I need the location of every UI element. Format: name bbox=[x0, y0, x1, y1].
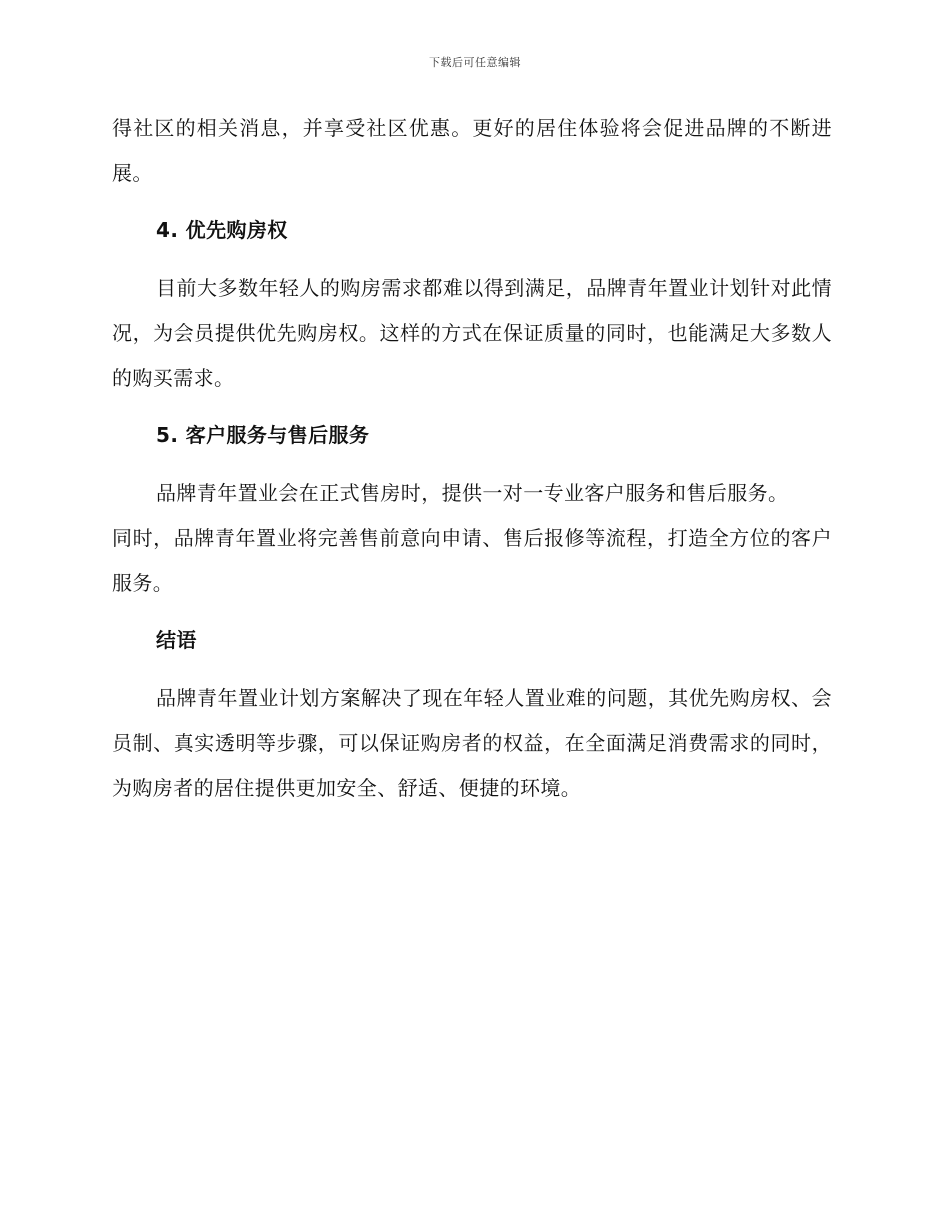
section-5-heading: 5. 客户服务与售后服务 bbox=[156, 423, 370, 447]
header-note: 下载后可任意编辑 bbox=[429, 56, 521, 69]
conclusion-body: 品牌青年置业计划方案解决了现在年轻人置业难的问题，其优先购房权、会员制、真实透明等步骤，可以保证购房者的权益，在全面满足消费需求的同时，为购房者的居住提供更加安全、舒适、便捷的环境。 bbox=[112, 686, 832, 800]
intro-paragraph: 得社区的相关消息，并享受社区优惠。更好的居住体验将会促进品牌的不断进展。 bbox=[112, 116, 832, 185]
section-4-heading: 4. 优先购房权 bbox=[156, 218, 288, 242]
section-4-body: 目前大多数年轻人的购房需求都难以得到满足，品牌青年置业计划针对此情况，为会员提供优先购房权。这样的方式在保证质量的同时，也能满足大多数人的购买需求。 bbox=[112, 276, 832, 390]
section-5-body-line1: 品牌青年置业会在正式售房时，提供一对一专业客户服务和售后服务。 bbox=[156, 481, 789, 505]
conclusion-heading: 结语 bbox=[156, 628, 197, 652]
document-body bbox=[112, 106, 832, 823]
section-5-body bbox=[112, 471, 832, 606]
section-5-body-line2: 同时，品牌青年置业将完善售前意向申请、售后报修等流程，打造全方位的客户服务。 bbox=[112, 526, 832, 595]
